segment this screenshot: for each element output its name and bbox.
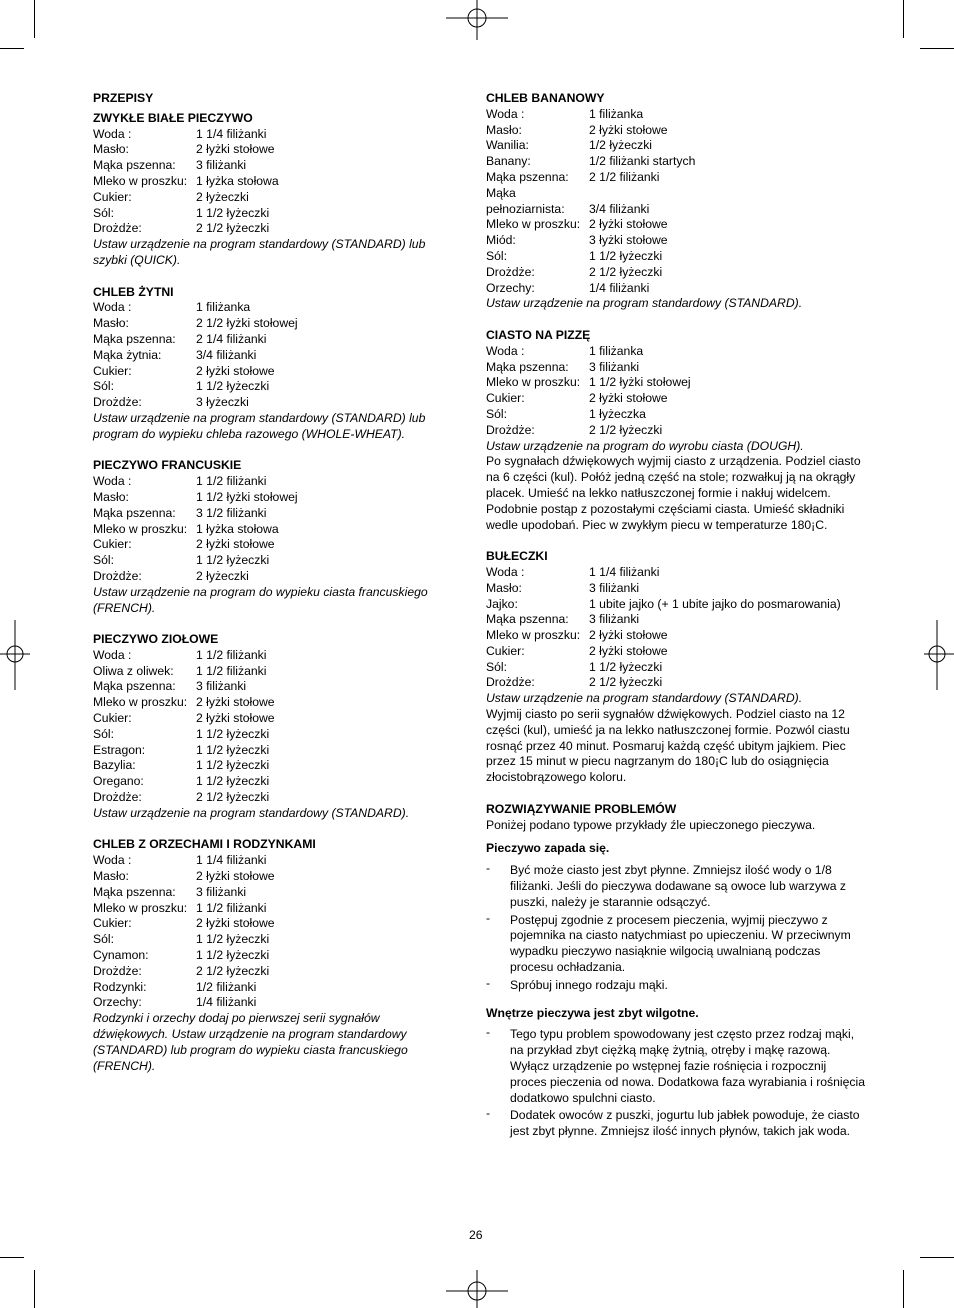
ingredient-row <box>486 565 866 581</box>
ingredient-name: Masło: <box>93 869 129 884</box>
ingredient-amount: 2 1/4 filiżanki <box>196 331 267 346</box>
ingredient-name: Mleko w proszku: <box>93 173 188 188</box>
ingredient-name: Woda : <box>93 300 132 315</box>
ingredient-name: Mleko w proszku: <box>93 695 188 710</box>
bullet-dash: - <box>486 975 491 990</box>
ingredient-row <box>93 995 453 1011</box>
bullet-dash: - <box>486 1025 491 1040</box>
ingredient-name: Woda : <box>486 106 525 121</box>
ingredient-amount: 1 1/2 łyżeczki <box>196 553 270 568</box>
ingredient-row <box>93 127 453 143</box>
ingredient-row <box>93 506 453 522</box>
ingredient-amount: 2 łyżki stołowe <box>589 628 668 643</box>
ingredient-amount: 1/2 filiżanki startych <box>589 154 696 169</box>
ingredient-name: Wanilia: <box>486 138 529 153</box>
ingredient-name: pełnoziarnista: <box>486 201 565 216</box>
right-column <box>486 91 866 1152</box>
ingredient-row <box>93 395 453 411</box>
ingredient-row <box>93 553 453 569</box>
crop-mark <box>920 1257 954 1258</box>
ingredient-amount: 3 filiżanki <box>589 612 640 627</box>
ingredient-name: Orzechy: <box>93 995 142 1010</box>
recipe-title: CIASTO NA PIZZĘ <box>486 327 591 342</box>
solution-item <box>486 1027 866 1106</box>
solution-list <box>486 1027 866 1140</box>
ingredient-name: Cukier: <box>93 363 132 378</box>
ingredient-name: Oliwa z oliwek: <box>93 663 174 678</box>
ingredient-row <box>93 206 453 222</box>
ingredient-name: Mleko w proszku: <box>486 628 581 643</box>
ingredient-row <box>93 727 453 743</box>
ingredient-row <box>93 695 453 711</box>
solution-text: Być może ciasto jest zbyt płynne. Zmniejsz ilość wody o 1/8 filiżanki. Jeśli do pieczywa dodawane są owoce lub warzywa z puszki, należy je starannie odsączyć. <box>510 863 846 909</box>
ingredient-row <box>486 407 866 423</box>
solution-text: Postępuj zgodnie z procesem pieczenia, wyjmij pieczywo z pojemnika na ciasto natychmiast po upieczeniu. W przeciwnym wypadku pieczywo nasiąknie wilgocią uwalnianą podczas procesu ochładzania. <box>510 912 851 975</box>
ingredient-amount: 2 1/2 łyżeczki <box>196 963 270 978</box>
ingredient-row <box>486 423 866 439</box>
ingredient-amount: 1/2 filiżanki <box>196 979 257 994</box>
ingredient-row <box>93 379 453 395</box>
ingredient-row <box>486 233 866 249</box>
recipe-instruction: Rodzynki i orzechy dodaj po pierwszej serii sygnałów dźwiękowych. Ustaw urządzenie na program standardowy (STANDARD) lub program do wypieku ciasta francuskiego (FRENCH). <box>93 1011 408 1073</box>
ingredient-amount: 2 łyżki stołowe <box>196 711 275 726</box>
ingredient-amount: 1 1/2 łyżeczki <box>196 932 270 947</box>
ingredient-row <box>486 265 866 281</box>
ingredient-row <box>93 711 453 727</box>
solution-text: Tego typu problem spowodowany jest często przez rodzaj mąki, na przykład zbyt ciężką mąkę żytnią, otręby i mąkę razową. Wyłącz urządzenie po wstępnej fazie rośnięcia i rozpocznij proces pieczenia od nowa. Dodatkowa faza wyrabiania i rośnięcia dodatkowo spulchni ciasto. <box>510 1027 865 1105</box>
ingredient-amount: 1 łyżeczka <box>589 406 646 421</box>
ingredient-amount: 2 1/2 łyżeczki <box>196 221 270 236</box>
solution-list <box>486 863 866 993</box>
recipe-instruction: Ustaw urządzenie na program standardowy (STANDARD) lub szybki (QUICK). <box>93 237 426 267</box>
ingredient-amount: 3 filiżanki <box>589 359 640 374</box>
ingredient-row <box>93 853 453 869</box>
ingredient-amount: 3 filiżanki <box>196 158 247 173</box>
ingredient-amount: 3 filiżanki <box>196 884 247 899</box>
ingredient-row <box>486 249 866 265</box>
troubleshooting-title: ROZWIĄZYWANIE PROBLEMÓW <box>486 801 677 816</box>
recipe <box>486 328 866 533</box>
ingredient-row <box>486 344 866 360</box>
recipe-title: CHLEB BANANOWY <box>486 91 605 105</box>
ingredient-amount: 2 łyżki stołowe <box>589 217 668 232</box>
ingredient-row <box>93 364 453 380</box>
ingredient-name: Cukier: <box>486 391 525 406</box>
recipe-instruction: Ustaw urządzenie na program standardowy (STANDARD). <box>486 691 803 706</box>
ingredient-amount: 3/4 filiżanki <box>196 347 257 362</box>
ingredient-name: Mąka <box>486 185 516 200</box>
ingredient-amount: 1/4 filiżanki <box>196 995 257 1010</box>
ingredient-row <box>93 948 453 964</box>
ingredient-row <box>93 348 453 364</box>
page-title: PRZEPISY <box>93 91 154 105</box>
ingredient-name: Woda : <box>93 474 132 489</box>
ingredient-name: Cukier: <box>93 189 132 204</box>
ingredient-amount: 3 1/2 filiżanki <box>196 505 267 520</box>
ingredient-row <box>93 980 453 996</box>
ingredient-row <box>93 332 453 348</box>
ingredient-name: Woda : <box>486 564 525 579</box>
ingredient-row <box>93 569 453 585</box>
ingredient-name: Cukier: <box>93 711 132 726</box>
ingredient-row <box>93 774 453 790</box>
ingredient-name: Mąka pszenna: <box>486 169 569 184</box>
ingredient-amount: 1 1/2 łyżeczki <box>196 774 270 789</box>
ingredient-name: Sól: <box>486 406 508 421</box>
ingredient-row <box>93 490 453 506</box>
ingredient-row <box>486 660 866 676</box>
ingredient-amount: 1 1/2 łyżki stołowej <box>196 489 298 504</box>
ingredient-amount: 1/2 łyżeczki <box>589 138 652 153</box>
recipe <box>486 91 866 312</box>
ingredient-row <box>93 221 453 237</box>
recipe-instruction: Ustaw urządzenie na program do wypieku ciasta francuskiego (FRENCH). <box>93 584 428 615</box>
crop-mark <box>0 1257 24 1258</box>
ingredient-amount: 2 łyżki stołowe <box>196 695 275 710</box>
ingredient-name: Banany: <box>486 154 531 169</box>
ingredient-amount: 1 1/2 łyżeczki <box>589 659 663 674</box>
ingredient-row <box>486 281 866 297</box>
ingredient-amount: 1 1/2 łyżeczki <box>589 248 663 263</box>
crop-mark <box>920 48 954 49</box>
bullet-dash: - <box>486 1106 491 1121</box>
ingredient-amount: 1 1/2 filiżanki <box>196 474 267 489</box>
ingredient-row <box>486 628 866 644</box>
ingredient-amount <box>589 186 866 202</box>
ingredient-amount: 2 łyżki stołowe <box>196 537 275 552</box>
recipe-description: Po sygnałach dźwiękowych wyjmij ciasto z urządzenia. Podziel ciasto na 6 części (kul). Połóż jedną część na stole; rozwałkuj ją na okrągły placek. Umieść na lekko natłuszczonej formie i nakłuj widelcem. Podobnie postąp z pozostałymi częściami ciasta. Umieść składniki wedle upodobań. Piec w zwykłym piecu w temperaturze 180¡C. <box>486 454 861 532</box>
ingredient-amount: 2 łyżeczki <box>196 568 249 583</box>
ingredient-row <box>486 597 866 613</box>
bullet-dash: - <box>486 910 491 925</box>
ingredient-amount: 1 1/2 łyżeczki <box>196 726 270 741</box>
ingredient-row <box>93 679 453 695</box>
ingredient-row <box>93 664 453 680</box>
ingredient-row <box>486 154 866 170</box>
ingredient-name: Jajko: <box>486 596 518 611</box>
ingredient-name: Bazylia: <box>93 758 136 773</box>
solution-item <box>486 975 866 994</box>
ingredient-amount: 2 łyżki stołowe <box>196 142 275 157</box>
troubleshooting-intro: Poniżej podano typowe przykłady źle upieczonego pieczywa. <box>486 817 816 832</box>
ingredient-amount: 1 filiżanka <box>196 300 251 315</box>
ingredient-name: Mleko w proszku: <box>93 900 188 915</box>
ingredient-row <box>93 522 453 538</box>
ingredient-name: Mąka pszenna: <box>93 158 176 173</box>
ingredient-name: Mleko w proszku: <box>486 217 581 232</box>
recipe-title: BUŁECZKI <box>486 549 548 564</box>
ingredient-row <box>486 644 866 660</box>
ingredient-amount: 1 filiżanka <box>589 106 644 121</box>
ingredient-amount: 1 1/2 łyżeczki <box>196 742 270 757</box>
ingredient-name: Mleko w proszku: <box>486 375 581 390</box>
ingredient-name: Drożdże: <box>93 963 142 978</box>
ingredient-row <box>486 202 866 218</box>
ingredient-amount: 3/4 filiżanki <box>589 201 650 216</box>
ingredient-amount: 2 1/2 łyżeczki <box>589 422 663 437</box>
ingredient-amount: 2 1/2 łyżeczki <box>196 790 270 805</box>
ingredient-name: Drożdże: <box>93 221 142 236</box>
recipe <box>93 837 453 1074</box>
recipe-instruction: Ustaw urządzenie na program standardowy (STANDARD). <box>93 805 410 820</box>
ingredient-amount: 2 1/2 łyżeczki <box>589 675 663 690</box>
ingredient-name: Masło: <box>93 489 129 504</box>
ingredient-amount: 1 1/4 filiżanki <box>196 853 267 868</box>
problem-title: Wnętrze pieczywa jest zbyt wilgotne. <box>486 1005 699 1020</box>
ingredient-amount: 2 1/2 łyżki stołowej <box>196 316 298 331</box>
ingredient-row <box>93 474 453 490</box>
ingredient-row <box>486 186 866 202</box>
ingredient-amount: 1 łyżka stołowa <box>196 173 279 188</box>
recipe-instruction: Ustaw urządzenie na program standardowy (STANDARD) lub program do wypieku chleba razowego (WHOLE-WHEAT). <box>93 410 426 441</box>
ingredient-name: Mąka pszenna: <box>93 331 176 346</box>
ingredient-row <box>486 612 866 628</box>
ingredient-name: Woda : <box>93 126 132 141</box>
crop-mark <box>34 1270 35 1308</box>
ingredient-row <box>93 916 453 932</box>
ingredient-name: Rodzynki: <box>93 979 147 994</box>
ingredient-name: Sól: <box>93 932 115 947</box>
ingredient-row <box>486 675 866 691</box>
registration-target-right <box>924 620 954 690</box>
ingredient-name: Cukier: <box>93 916 132 931</box>
solution-text: Spróbuj innego rodzaju mąki. <box>510 977 668 992</box>
ingredient-amount: 1 filiżanka <box>589 343 644 358</box>
ingredient-row <box>486 375 866 391</box>
ingredient-name: Mąka pszenna: <box>93 884 176 899</box>
ingredient-amount: 2 łyżki stołowe <box>589 391 668 406</box>
ingredient-name: Cynamon: <box>93 948 149 963</box>
ingredient-row <box>486 360 866 376</box>
ingredient-row <box>93 901 453 917</box>
ingredient-name: Drożdże: <box>486 264 535 279</box>
ingredient-amount: 2 1/2 łyżeczki <box>589 264 663 279</box>
ingredient-amount: 1 1/2 łyżeczki <box>196 379 270 394</box>
ingredient-name: Sól: <box>486 248 508 263</box>
registration-target-top <box>446 0 508 40</box>
right-recipes <box>486 91 866 786</box>
ingredient-amount: 1 1/4 filiżanki <box>196 126 267 141</box>
ingredient-name: Sól: <box>486 659 508 674</box>
ingredient-amount: 1 1/2 łyżeczki <box>196 758 270 773</box>
ingredient-name: Drożdże: <box>93 790 142 805</box>
ingredient-amount: 1 1/2 łyżki stołowej <box>589 375 691 390</box>
problem-title: Pieczywo zapada się. <box>486 841 610 856</box>
ingredient-row <box>93 174 453 190</box>
ingredient-name: Masło: <box>93 316 129 331</box>
ingredient-row <box>93 158 453 174</box>
recipe-title: PIECZYWO FRANCUSKIE <box>93 458 242 473</box>
ingredient-amount: 1 1/2 filiżanki <box>196 647 267 662</box>
troubleshooting-sections <box>486 841 866 1140</box>
ingredient-name: Mąka pszenna: <box>93 505 176 520</box>
ingredient-amount: 3 łyżeczki <box>196 395 249 410</box>
ingredient-row <box>93 743 453 759</box>
ingredient-row <box>93 648 453 664</box>
ingredient-row <box>486 107 866 123</box>
ingredient-amount: 1 1/2 łyżeczki <box>196 205 270 220</box>
recipe <box>93 111 453 269</box>
ingredient-amount: 3 łyżki stołowe <box>589 233 668 248</box>
ingredient-name: Estragon: <box>93 742 146 757</box>
ingredient-name: Sól: <box>93 553 115 568</box>
recipe-instruction: Ustaw urządzenie na program standardowy (STANDARD). <box>486 296 803 311</box>
ingredient-name: Drożdże: <box>93 568 142 583</box>
ingredient-row <box>486 138 866 154</box>
solution-text: Dodatek owoców z puszki, jogurtu lub jabłek powoduje, że ciasto jest zbyt płynne. Zmniejsz ilość innych płynów, takich jak woda. <box>510 1108 860 1139</box>
crop-mark <box>903 1270 904 1308</box>
crop-mark <box>0 48 24 49</box>
ingredient-amount: 2 łyżki stołowe <box>196 916 275 931</box>
solution-item <box>486 910 866 976</box>
ingredient-name: Drożdże: <box>486 422 535 437</box>
ingredient-row <box>93 869 453 885</box>
recipe <box>93 632 453 822</box>
recipe-title: ZWYKŁE BIAŁE PIECZYWO <box>93 110 253 125</box>
ingredient-amount: 2 łyżeczki <box>196 189 249 204</box>
ingredient-name: Mąka pszenna: <box>486 612 569 627</box>
recipe <box>93 285 453 443</box>
ingredient-row <box>93 190 453 206</box>
ingredient-amount: 1 1/2 filiżanki <box>196 663 267 678</box>
ingredient-amount: 2 łyżki stołowe <box>589 643 668 658</box>
ingredient-name: Drożdże: <box>486 675 535 690</box>
ingredient-row <box>93 885 453 901</box>
ingredient-name: Sól: <box>93 726 115 741</box>
recipe <box>93 458 453 616</box>
ingredient-row <box>93 964 453 980</box>
ingredient-amount: 2 łyżki stołowe <box>196 869 275 884</box>
ingredient-amount: 1 łyżka stołowa <box>196 521 279 536</box>
ingredient-row <box>93 300 453 316</box>
bullet-dash: - <box>486 861 491 876</box>
ingredient-amount: 1 1/2 filiżanki <box>196 900 267 915</box>
ingredient-amount: 1 1/2 łyżeczki <box>196 948 270 963</box>
ingredient-name: Masło: <box>486 580 522 595</box>
ingredient-name: Mąka pszenna: <box>486 359 569 374</box>
ingredient-amount: 1 ubite jajko (+ 1 ubite jajko do posmarowania) <box>589 596 841 611</box>
ingredient-row <box>486 170 866 186</box>
ingredient-row <box>93 316 453 332</box>
ingredient-name: Mąka żytnia: <box>93 347 162 362</box>
page-number: 26 <box>469 1228 483 1242</box>
ingredient-amount: 1 1/4 filiżanki <box>589 564 660 579</box>
recipe-title: PIECZYWO ZIOŁOWE <box>93 632 219 647</box>
ingredient-name: Cukier: <box>486 643 525 658</box>
ingredient-amount: 3 filiżanki <box>196 679 247 694</box>
ingredient-row <box>486 123 866 139</box>
troubleshooting-section <box>486 802 866 1140</box>
ingredient-name: Masło: <box>486 122 522 137</box>
ingredient-name: Woda : <box>93 853 132 868</box>
crop-mark <box>34 0 35 38</box>
left-column <box>93 91 453 1090</box>
ingredient-name: Woda : <box>93 647 132 662</box>
ingredient-row <box>93 790 453 806</box>
registration-target-left <box>0 620 30 690</box>
ingredient-row <box>93 758 453 774</box>
ingredient-name: Sól: <box>93 379 115 394</box>
ingredient-row <box>93 142 453 158</box>
recipe-title: CHLEB Z ORZECHAMI I RODZYNKAMI <box>93 837 316 852</box>
ingredient-name: Woda : <box>486 343 525 358</box>
ingredient-name: Miód: <box>486 233 516 248</box>
ingredient-name: Mąka pszenna: <box>93 679 176 694</box>
ingredient-amount: 3 filiżanki <box>589 580 640 595</box>
ingredient-name: Oregano: <box>93 774 144 789</box>
recipe-instruction: Ustaw urządzenie na program do wyrobu ciasta (DOUGH). <box>486 438 804 453</box>
ingredient-name: Sól: <box>93 205 115 220</box>
ingredient-amount: 1/4 filiżanki <box>589 280 650 295</box>
ingredient-amount: 2 łyżki stołowe <box>196 363 275 378</box>
ingredient-name: Mleko w proszku: <box>93 521 188 536</box>
ingredient-amount: 2 1/2 filiżanki <box>589 169 660 184</box>
ingredient-row <box>93 932 453 948</box>
ingredient-name: Drożdże: <box>93 395 142 410</box>
ingredient-row <box>486 581 866 597</box>
solution-item <box>486 1108 866 1140</box>
ingredient-amount: 2 łyżki stołowe <box>589 122 668 137</box>
registration-target-bottom <box>446 1270 508 1308</box>
crop-mark <box>903 0 904 38</box>
recipe-title: CHLEB ŻYTNI <box>93 284 174 299</box>
ingredient-row <box>93 537 453 553</box>
left-recipes <box>93 111 453 1075</box>
ingredient-name: Orzechy: <box>486 280 535 295</box>
recipe <box>486 549 866 786</box>
ingredient-row <box>486 217 866 233</box>
ingredient-name: Cukier: <box>93 537 132 552</box>
solution-item <box>486 863 866 910</box>
ingredient-name: Masło: <box>93 142 129 157</box>
recipe-description: Wyjmij ciasto po serii sygnałów dźwiękowych. Podziel ciasto na 12 części (kul), umieść ja na lekko natłuszczonej formie. Pozwól ciastu rosnąć przez 40 minut. Posmaruj każdą część ubitym jajkiem. Piec przez 15 minut w piecu nagrzanym do 180¡C lub do osiągnięcia złocistobrązowego koloru. <box>486 707 850 785</box>
ingredient-row <box>486 391 866 407</box>
